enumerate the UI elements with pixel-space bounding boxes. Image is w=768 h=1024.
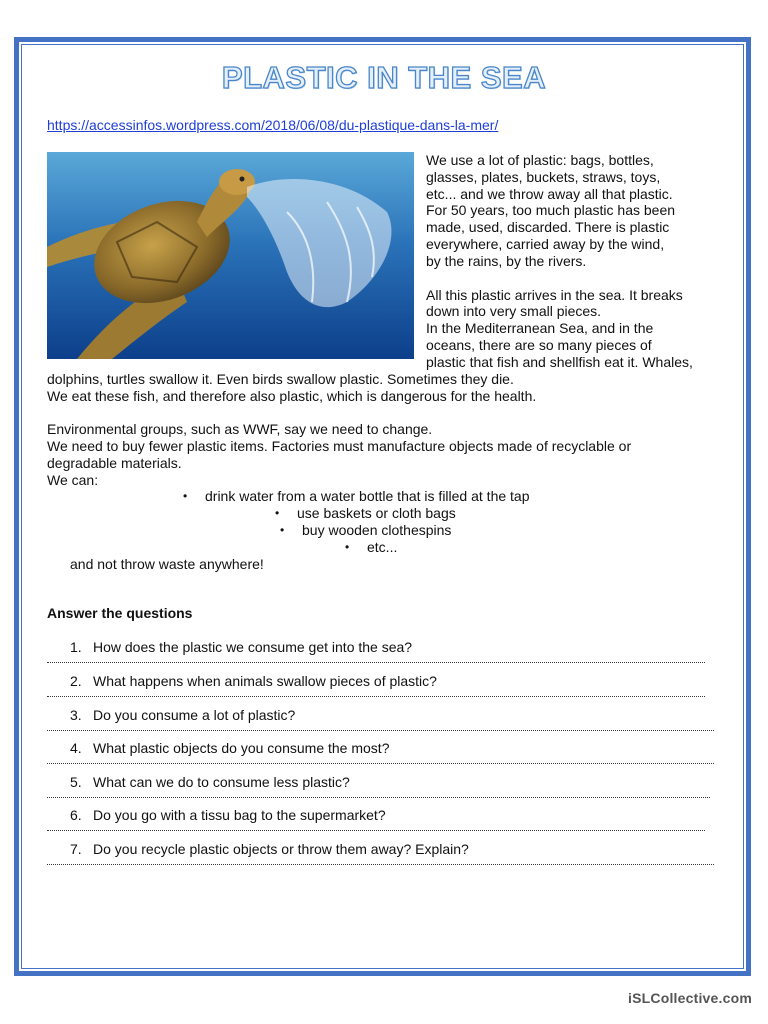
text-line: We eat these fish, and therefore also plastic, which is dangerous for the health. xyxy=(47,388,537,404)
answer-line[interactable] xyxy=(47,763,714,764)
question-number: 1. xyxy=(70,639,82,655)
question-item xyxy=(70,740,389,756)
question-text: Do you consume a lot of plastic? xyxy=(93,707,296,723)
text-line: etc... and we throw away all that plastic. xyxy=(426,186,673,202)
bullet-item: • etc... xyxy=(367,539,397,556)
turtle-photo xyxy=(47,152,414,359)
text-line: degradable materials. xyxy=(47,455,182,471)
question-number: 2. xyxy=(70,673,82,689)
question-item xyxy=(70,774,350,790)
answer-line[interactable] xyxy=(47,696,705,697)
question-item xyxy=(70,707,295,723)
question-text: Do you recycle plastic objects or throw them away? Explain? xyxy=(93,841,469,857)
text-line: Environmental groups, such as WWF, say we need to change. xyxy=(47,421,433,437)
text-line: down into very small pieces. xyxy=(426,303,602,319)
text-line: everywhere, carried away by the wind, xyxy=(426,236,665,252)
question-number: 5. xyxy=(70,774,82,790)
text-line: We use a lot of plastic: bags, bottles, xyxy=(426,152,654,168)
answer-line[interactable] xyxy=(47,730,714,731)
question-number: 4. xyxy=(70,740,82,756)
text-line: We can: xyxy=(47,472,99,488)
question-number: 7. xyxy=(70,841,82,857)
bullet-item: • drink water from a water bottle that is filled at the tap xyxy=(205,488,530,505)
question-item xyxy=(70,807,386,823)
question-item xyxy=(70,639,412,655)
text-line: dolphins, turtles swallow it. Even birds swallow plastic. Sometimes they die. xyxy=(47,371,514,387)
question-number: 3. xyxy=(70,707,82,723)
text-line: by the rains, by the rivers. xyxy=(426,253,587,269)
question-item xyxy=(70,841,469,857)
text-line: For 50 years, too much plastic has been xyxy=(426,202,676,218)
question-text: Do you go with a tissu bag to the supermarket? xyxy=(93,807,386,823)
text-line: In the Mediterranean Sea, and in the xyxy=(426,320,654,336)
text-line: glasses, plates, buckets, straws, toys, xyxy=(426,169,661,185)
text-line: All this plastic arrives in the sea. It breaks xyxy=(426,287,683,303)
site-watermark: iSLCollective.com xyxy=(628,990,752,1006)
questions-heading: Answer the questions xyxy=(47,605,193,621)
answer-line[interactable] xyxy=(47,864,714,865)
page-title: PLASTIC IN THE SEA xyxy=(221,60,547,95)
text-line: oceans, there are so many pieces of xyxy=(426,337,652,353)
source-link[interactable]: https://accessinfos.wordpress.com/2018/06/08/du-plastique-dans-la-mer/ xyxy=(47,117,499,133)
question-text: How does the plastic we consume get into the sea? xyxy=(93,639,413,655)
answer-line[interactable] xyxy=(47,662,705,663)
question-text: What can we do to consume less plastic? xyxy=(93,774,350,790)
answer-line[interactable] xyxy=(47,797,710,798)
text-line: plastic that fish and shellfish eat it. Whales, xyxy=(426,354,693,370)
answer-line[interactable] xyxy=(47,830,705,831)
bullet-item: • use baskets or cloth bags xyxy=(297,505,456,522)
question-text: What happens when animals swallow pieces of plastic? xyxy=(93,673,437,689)
text-line: made, used, discarded. There is plastic xyxy=(426,219,670,235)
text-line: We need to buy fewer plastic items. Factories must manufacture objects made of recyclable or xyxy=(47,438,632,454)
question-item xyxy=(70,673,437,689)
question-text: What plastic objects do you consume the most? xyxy=(93,740,390,756)
closing-line: and not throw waste anywhere! xyxy=(70,556,264,572)
question-number: 6. xyxy=(70,807,82,823)
bullet-item: • buy wooden clothespins xyxy=(302,522,451,539)
